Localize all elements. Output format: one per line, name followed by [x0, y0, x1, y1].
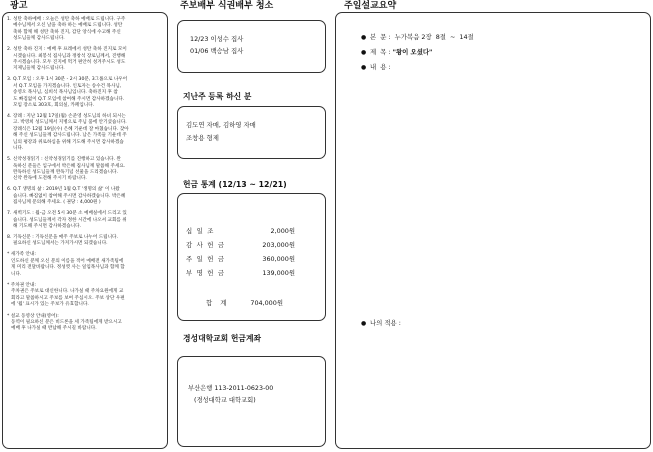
announcement-text: 새벽기도 : 월-금 오전 5시 30분 소 예배실에서 드리고 있 습니다. 성도님들께서 각자 정한 시간에 나오셔 교회를 위 해 기도해 주시면 감사하겠습니다.	[13, 211, 127, 229]
announcement-number: 3.	[7, 77, 12, 83]
newcomer-line: 김도연 자매, 김하영 자매	[186, 121, 256, 129]
offering-row	[178, 266, 325, 280]
note-body: 동역이 필요하신 분은 비드론을 세 가족팀에게 받으시고 예배 후 나가실 때 반납해 주시길 바랍니다.	[11, 320, 122, 332]
offering-amount: 139,000원	[262, 269, 295, 277]
announcement-item	[7, 157, 162, 183]
sermon-summary-panel	[335, 12, 651, 449]
announcement-text: Q.T 모임 : 오후 1시 30분 - 2시 30분, 3그룹으로 나우어 서 Q.T 모임을 가지겠습니다. 인토자는 송수건 목사님, 송영오 목사님, 심희석 목사님입니다. 축하진지 후 참 도 빠짐없이 Q.T 모임에 참여해 주시면 감사하겠습니다. 모임 장소로 303호, 회의실, 카페입니다.	[13, 77, 128, 109]
announcement-number: 5.	[7, 157, 12, 163]
offering-total-amount: 704,000원	[250, 299, 283, 307]
offering-row	[178, 238, 325, 252]
sermon-title-value: "왕이 오셨다"	[392, 48, 433, 56]
announcement-item	[7, 114, 162, 152]
announcement-item	[7, 17, 162, 43]
newcomers-heading: 지난주 등록 하신 분	[183, 92, 252, 101]
offering-total-label: 합 계	[206, 299, 230, 307]
announcement-number: 1.	[7, 17, 12, 22]
announcement-number: 7.	[7, 211, 12, 217]
note-body: 주차권은 주보로 대신한니다. 나가실 때 주차요원에게 교 회라고 말씀하시고 주보를 보여 주십시오. 주보 상단 우편 에 '월' 표시가 있는 주보가 유효합니다.	[11, 289, 125, 308]
offering-row	[178, 252, 325, 266]
newcomer-note	[7, 252, 162, 278]
offering-row	[178, 224, 325, 238]
announcement-text: 장례 : 지난 12월 17일(월) 손준영 성도님의 하녀 되시는 고. 박영희 성도님께서 지병으로 주님 품에 안기셨습니다. 장례식은 12월 19일(수) 은혜 기운데 잘 마쳤습니다. 찾아 해 주신 성도님들께 감사드립니다. 남은 가족들 기운데 주 님의 평강과 위로하심을 위해 기도해 주시면 감사하겠습 니다.	[13, 114, 129, 152]
application-row	[361, 316, 403, 331]
account-number: 부산은행 113-2011-0623-00	[188, 385, 274, 392]
sermon-video-note	[7, 314, 162, 333]
offering-amount: 360,000원	[262, 255, 295, 263]
announcements-panel	[2, 12, 168, 449]
announcement-number: 6.	[7, 187, 12, 193]
announcement-item	[7, 235, 162, 248]
content-label: 내 용 :	[370, 63, 393, 71]
sermon-title-label: 제 목 :	[370, 48, 393, 56]
title-row	[361, 45, 650, 60]
hosts-heading: 주보배부 식권배부 청소	[180, 1, 274, 11]
offering-label: 주 일 헌 금	[186, 255, 226, 263]
scripture-row	[361, 30, 650, 45]
bullet-icon: ●	[361, 34, 367, 41]
offering-label: 감 사 헌 금	[186, 241, 226, 249]
scripture-value: 누가복음 2장 8절 ~ 14절	[394, 33, 474, 41]
announcement-item	[7, 187, 162, 206]
content-row	[361, 60, 650, 75]
offering-stats-panel	[177, 193, 326, 321]
announcement-text: 기독신문 : 기독신문을 매주 주보로 나누어 드립니다. 필요하신 성도님께서는 가져가시면 되겠습니다.	[13, 234, 118, 247]
announcement-number: 8.	[7, 234, 12, 240]
announcement-text: 성탄 축하 진지 : 예배 후 프레에서 성탄 축하 진지로 모이 시겠습니다. 최봉석 집사님과 정창석 장로님께서, 진행해 주시겠습니다. 모두 진지에 먹거 편안히 성겨주시도 성도 지제님들께 감사드립니다.	[13, 47, 127, 72]
offering-amount: 203,000원	[262, 241, 295, 249]
parking-note	[7, 283, 162, 309]
account-holder: (경성대학교 대학교회)	[194, 397, 256, 404]
announcement-text: 신약성경읽기 : 신약성경읽기를 진행하고 있습니다. 완 독하신 분들은 입구에서 박은혜 집사님께 말씀해 주세요. 완독하신 성도님들께 완독기념 선물을 드리겠습니다. 신약 완독에 도전해 주시기 바랍니다.	[13, 157, 126, 182]
account-heading: 경성대학교회 헌금계좌	[183, 334, 262, 343]
duty-roster-line: 12/23 이성수 집사	[190, 35, 244, 43]
application-label: 나의 적용 :	[370, 319, 403, 327]
announcement-item	[7, 77, 162, 109]
ads-heading: 광고	[10, 1, 28, 11]
offering-amount: 2,000원	[270, 227, 295, 235]
offering-total-row	[178, 296, 283, 310]
announcement-text: Q.T 생명의 삶 : 2019년 1월 Q.T '생명의 삶' 이 나왔 습니다. 빠짐없이 참여해 주시면 감사하겠습니다. 박은혜 집사님께 문의해 주세요. ( 권당 : 4,000원 )	[13, 187, 126, 206]
account-panel	[177, 356, 326, 447]
announcement-item	[7, 47, 162, 73]
note-title: * 설교 동영상 안내(영어):	[7, 313, 59, 319]
note-body: 인도하신 분께 오신 분의 이름을 적어 예배전 새가족팀에 게 미리 전달바랍니다. 정성껏 사는 일임목사님과 함께 합 니다.	[11, 258, 125, 277]
sermon-heading: 주일설교요약	[344, 1, 397, 11]
offering-label: 십 일 조	[186, 227, 215, 235]
announcement-item	[7, 211, 162, 230]
note-title: * 새가족 안내:	[7, 252, 36, 258]
offering-heading: 헌금 통계 (12/13 ~ 12/21)	[183, 180, 287, 189]
bullet-icon: ●	[361, 64, 367, 71]
scripture-label: 본 문 :	[370, 33, 395, 41]
announcement-number: 2.	[7, 47, 12, 53]
bullet-icon: ●	[361, 320, 367, 327]
duty-roster-line: 01/06 백승남 집사	[190, 47, 244, 55]
offering-label: 부 명 헌 금	[186, 269, 226, 277]
announcement-number: 4.	[7, 114, 12, 120]
note-title: * 주차권 안내:	[7, 282, 36, 288]
bullet-icon: ●	[361, 49, 367, 56]
duty-roster-panel	[177, 20, 326, 73]
newcomers-panel	[177, 106, 326, 159]
newcomer-line: 조창용 형제	[186, 134, 219, 142]
announcement-text: 성탄 축하예배 : 오늘은 성탄 축하 예배로 드립니다. 구주 예수님께서 오신 날을 축하 하는 예배로 드립니다. 성탄 축하 함께 해 성탄 축하 진지, 감단 앙식에 수고해 주신 성도님들께 감사드립니다.	[13, 17, 126, 42]
